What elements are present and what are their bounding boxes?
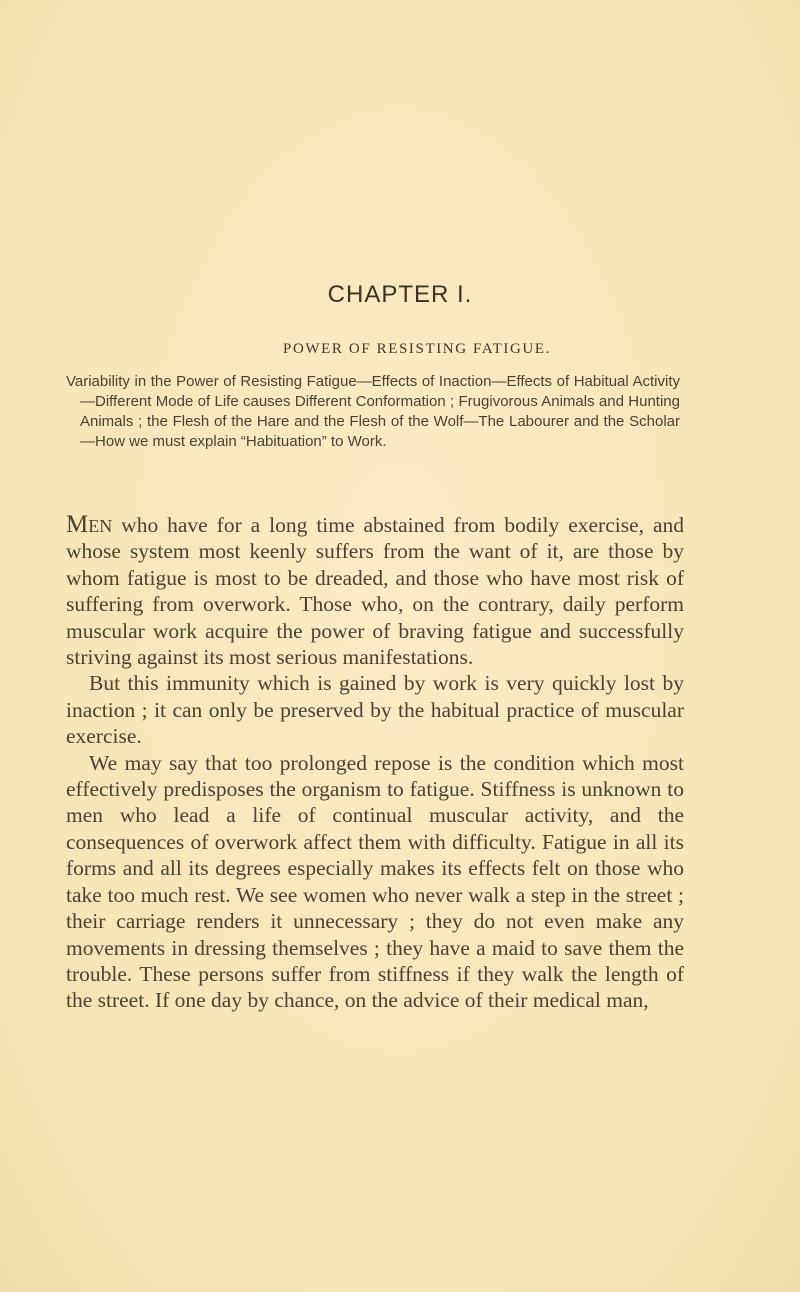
chapter-body — [66, 512, 684, 1014]
chapter-heading: CHAPTER I. — [327, 281, 473, 308]
chapter-title: POWER OF RESISTING FATIGUE. — [283, 341, 551, 357]
paragraph: But this immunity which is gained by work is very quickly lost by inaction ; it can only be preserved by the habitual practice of muscular exercise. — [66, 671, 684, 749]
paragraph — [66, 512, 684, 670]
paragraph-lead-word: Men — [66, 511, 113, 538]
paragraph: We may say that too prolonged repose is the condition which most effectively predisposes the organism to fatigue. Stiffness is unknown to men who lead a life of continual muscular activity, and the consequences of overwork affect them with difficulty. Fatigue in all its forms and all its degrees especially makes its effects felt on those who take too much rest. We see women who never walk a step in the street ; their carriage renders it unnecessary ; they do not even make any movements in dressing themselves ; they have a maid to save them the trouble. These persons suffer from stiffness if they walk the length of the street. If one day by chance, on the advice of their medical man, — [66, 750, 684, 1013]
paragraph-text: who have for a long time abstained from bodily exercise, and whose system most keenly suffers from the want of it, are those by whom fatigue is most to be dreaded, and those who have most risk of suffering from overwork. Those who, on the contrary, daily perform muscular work acquire the power of braving fatigue and successfully striving against its most serious manifestations. — [66, 513, 684, 670]
chapter-synopsis: Variability in the Power of Resisting Fatigue—Effects of Inaction—Effects of Habitual Activity—Different Mode of Life causes Different Conformation ; Frugivorous Animals and Hunting Animals ; the Flesh of the Hare and the Flesh of the Wolf—The Labourer and the Scholar—How we must explain “Habituation” to Work. — [66, 373, 680, 450]
